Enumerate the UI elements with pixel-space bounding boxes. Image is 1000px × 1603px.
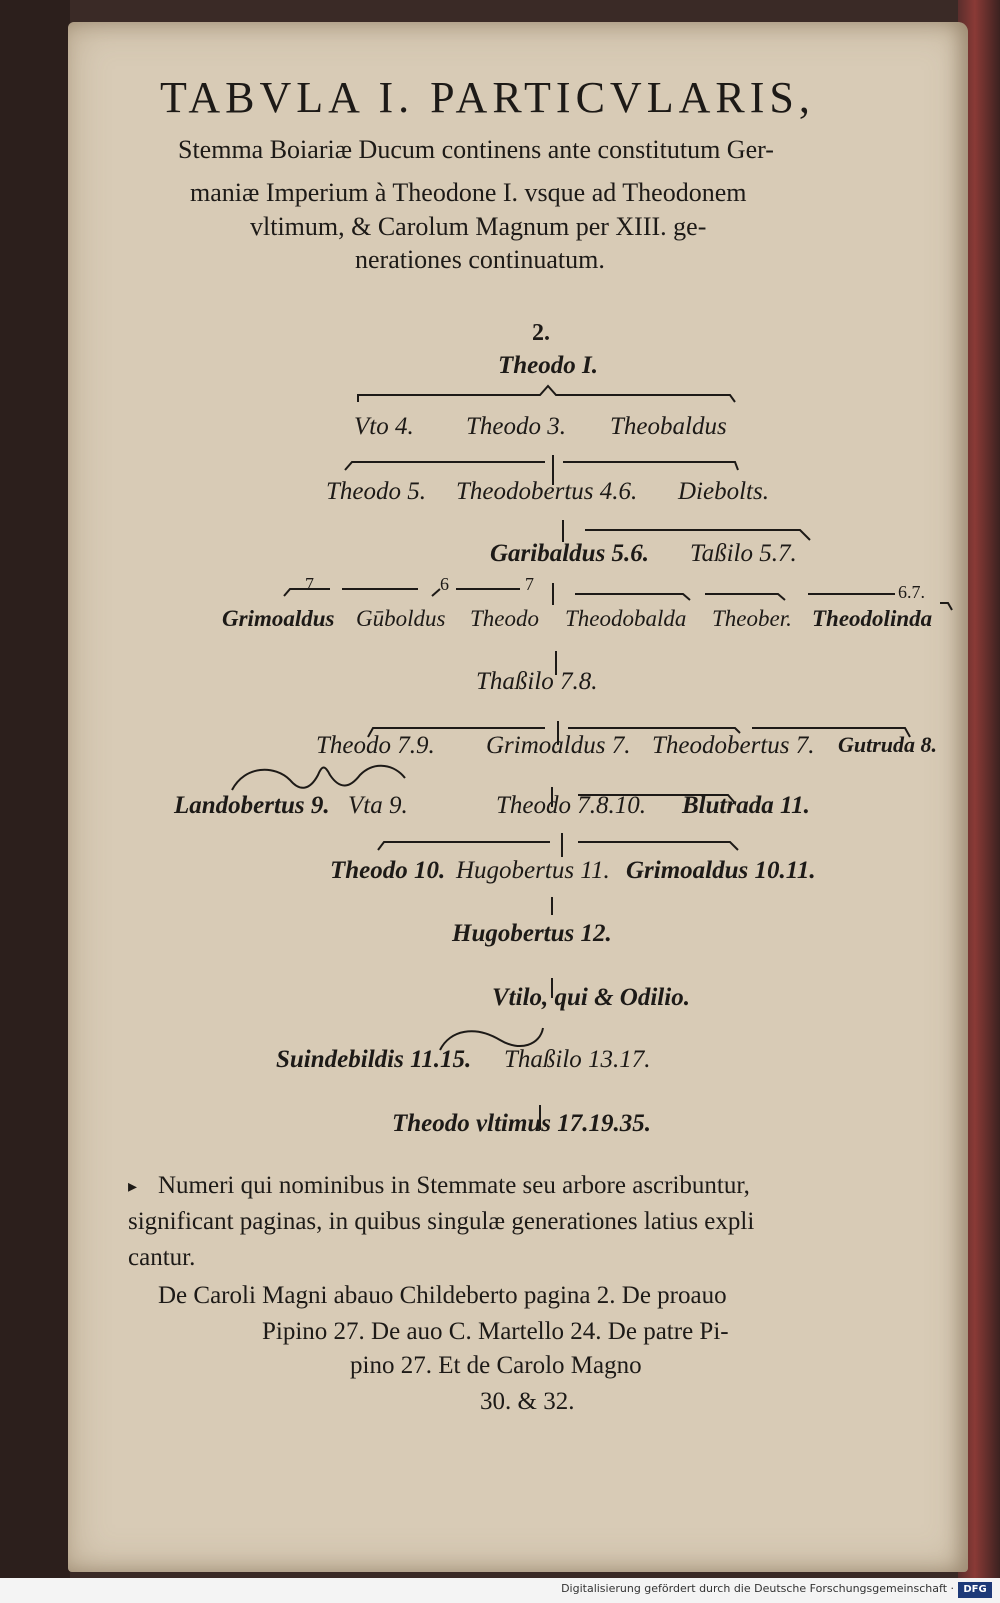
tree-node-tassilo-5-7: Taßilo 5.7. [690,540,797,567]
note2-line-3: pino 27. Et de Carolo Magno [350,1352,642,1379]
tree-node-suindebildis: Suindebildis 11.15. [276,1046,472,1073]
tree-node-thassilo-7-8: Thaßilo 7.8. [476,668,598,695]
subtitle-line-2: maniæ Imperium à Theodone I. vsque ad Theodonem [190,178,747,207]
tree-node-landobertus: Landobertus 9. [174,792,330,819]
tree-node-theodo-5: Theodo 5. [326,478,426,505]
tree-node-theodobertus: Theodobertus 4.6. [456,478,638,505]
tree-node-theodo-vltimus: Theodo vltimus 17.19.35. [392,1110,652,1137]
tree-node-theodo-i: Theodo I. [498,352,598,379]
tree-node-vtilo: Vtilo, qui & Odilio. [492,984,690,1011]
page-title: TABVLA I. PARTICVLARIS, [160,73,815,122]
tree-node-theodolinda: Theodolinda [812,606,933,631]
tree-node-theober: Theober. [712,606,792,631]
tree-node-grimoaldus: Grimoaldus [222,606,335,631]
marker-6a: 6 [440,574,449,594]
tree-node-vto: Vto 4. [354,413,414,440]
tree-node-grimoaldus-7: Grimoaldus 7. [486,732,631,759]
book-cover-left [0,0,70,1580]
tree-node-gutruda: Gutruda 8. [838,732,938,757]
note2-line-2: Pipino 27. De auo C. Martello 24. De patre Pi- [262,1318,729,1345]
tree-node-vta: Vta 9. [348,792,408,819]
tree-node-theodobalda: Theodobalda [565,606,687,631]
tree-node-thassilo-13-17: Thaßilo 13.17. [504,1046,651,1073]
note1-line-1: Numeri qui nominibus in Stemmate seu arbore ascribuntur, [158,1172,750,1199]
tree-node-theodo-10: Theodo 10. [330,857,446,884]
tree-node-theodo-a: Theodo [470,606,539,631]
tree-node-garibaldus: Garibaldus 5.6. [490,540,650,567]
tree-node-grimoaldus-10-11: Grimoaldus 10.11. [626,857,816,884]
tree-node-gunboldus: Gūboldus [356,606,446,631]
subtitle-line-3: vltimum, & Carolum Magnum per XIII. ge- [250,212,707,241]
generation-number: 2. [532,320,550,346]
note2-line-4: 30. & 32. [480,1388,575,1415]
tree-node-diebolts: Diebolts. [678,478,769,505]
note-marker-icon: ▸ [128,1176,138,1196]
tree-node-theobaldus: Theobaldus [610,413,727,440]
note1-line-2: significant paginas, in quibus singulæ generationes latius expli [128,1208,755,1235]
tree-node-theodo-3: Theodo 3. [466,413,566,440]
tree-node-theodo-7-8-10: Theodo 7.8.10. [496,792,646,819]
marker-6-7: 6.7. [898,582,925,602]
tree-node-hugobertus-11: Hugobertus 11. [456,857,610,884]
dfg-logo: DFG [958,1582,992,1598]
tree-node-theodo-7-9: Theodo 7.9. [316,732,435,759]
marker-7a: 7 [305,574,314,594]
note2-line-1: De Caroli Magni abauo Childeberto pagina 2. De proauo [158,1282,727,1309]
marker-7b: 7 [525,574,534,594]
footer-credit: Digitalisierung gefördert durch die Deutsche Forschungsgemeinschaft · [561,1582,954,1595]
tree-node-theodobertus-7: Theodobertus 7. [652,732,815,759]
tree-node-hugobertus-12: Hugobertus 12. [452,920,612,947]
subtitle-line-1: Stemma Boiariæ Ducum continens ante constitutum Ger- [178,135,774,164]
subtitle-line-4: nerationes continuatum. [355,245,605,274]
tree-node-blutrada: Blutrada 11. [682,792,810,819]
note1-line-3: cantur. [128,1244,196,1271]
